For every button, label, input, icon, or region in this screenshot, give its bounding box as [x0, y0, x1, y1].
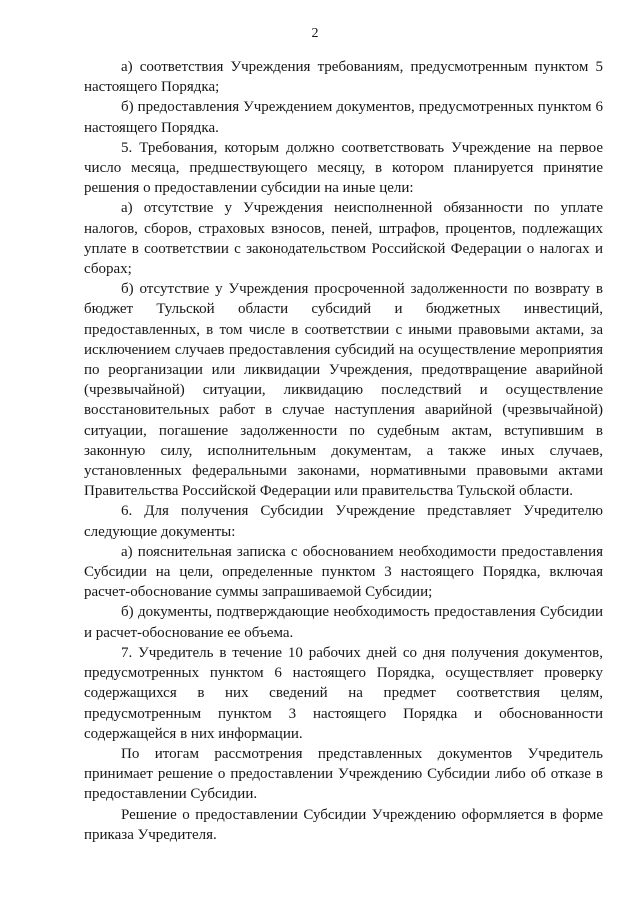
paragraph-clause-7-review: 7. Учредитель в течение 10 рабочих дней со дня получения документов, предусмотренных пунктом 6 настоящего Порядка, осуществляет проверку содержащихся в них сведений на предмет соответствия целям, предусмотренным пунктом 3 настоящего Порядка и обоснованности содержащейся в них информации.: [84, 644, 603, 742]
paragraph-decision-order: Решение о предоставлении Субсидии Учреждению оформляется в форме приказа Учредителя.: [84, 806, 603, 843]
paragraph-clause-5a-no-tax-debt: а) отсутствие у Учреждения неисполненной обязанности по уплате налогов, сборов, страховых взносов, пеней, штрафов, процентов, подлежащих уплате в соответствии с законодательством Российской Федерации о налогах и сборах;: [84, 200, 603, 278]
paragraph-clause-5b-no-overdue-debt: б) отсутствие у Учреждения просроченной задолженности по возврату в бюджет Тульской области субсидий и бюджетных инвестиций, предоставленных, в том числе в соответствии с иными правовыми актами, за исключением случаев предоставления субсидий на осуществление мероприятия по реорганизации или ликвидации Учреждения, предотвращение аварийной (чрезвычайной) ситуации, ликвидацию последствий и осуществление восстановительных работ в случае наступления аварийной (чрезвычайной) ситуации, погашение задолженности по судебным актам, вступившим в законную силу, исполнительным документам, а также иных случаев, установленных федеральными законами, нормативными правовыми актами Правительства Российской Федерации или правительства Тульской области.: [84, 281, 603, 500]
page-number: 2: [311, 26, 319, 41]
paragraph-clause-5-requirements: 5. Требования, которым должно соответствовать Учреждение на первое число месяца, предшествующего месяцу, в котором планируется принятие решения о предоставлении субсидии на иные цели:: [84, 139, 603, 197]
paragraph-item-b-documents: б) предоставления Учреждением документов, предусмотренных пунктом 6 настоящего Порядка.: [84, 99, 603, 136]
paragraph-clause-6a-explanatory-note: а) пояснительная записка с обоснованием необходимости предоставления Субсидии на цели, определенные пунктом 3 настоящего Порядка, включая расчет-обоснование суммы запрашиваемой Субсидии;: [84, 543, 603, 601]
paragraph-clause-6-documents: 6. Для получения Субсидии Учреждение представляет Учредителю следующие документы:: [84, 503, 603, 540]
paragraph-item-a-compliance: а) соответствия Учреждения требованиям, предусмотренным пунктом 5 настоящего Порядка;: [84, 59, 603, 96]
document-body: [84, 57, 603, 845]
paragraph-review-decision: По итогам рассмотрения представленных документов Учредитель принимает решение о предоставлении Учреждению Субсидии либо об отказе в предоставлении Субсидии.: [84, 745, 603, 803]
paragraph-clause-6b-supporting-documents: б) документы, подтверждающие необходимость предоставления Субсидии и расчет-обоснование ее объема.: [84, 604, 603, 641]
